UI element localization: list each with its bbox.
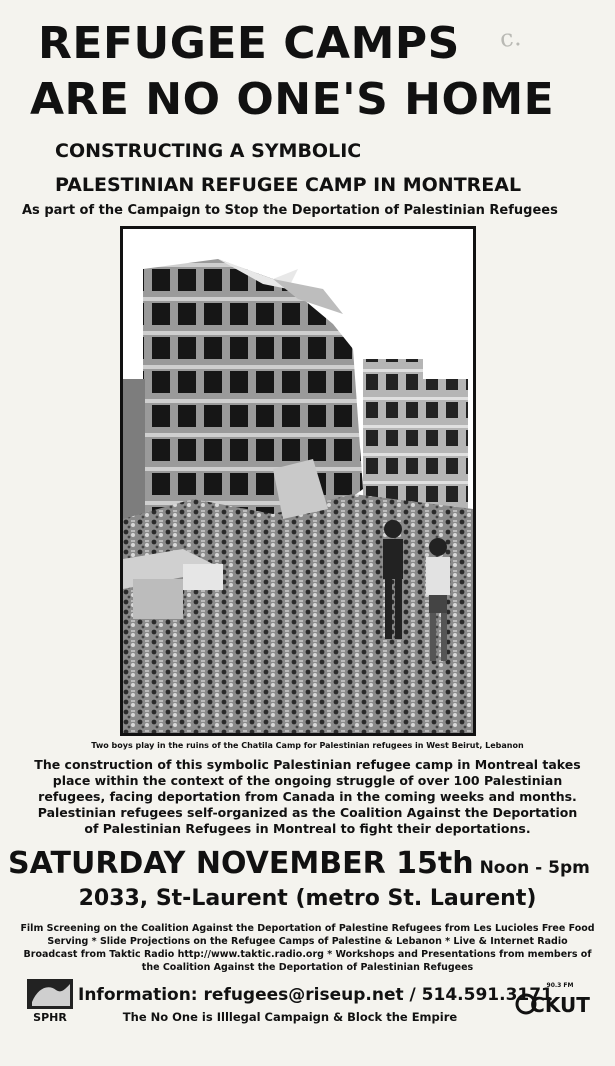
- ckut-logo-text: CKUT: [530, 993, 590, 1017]
- sphr-logo-text: SPHR: [33, 1011, 67, 1024]
- event-date: SATURDAY NOVEMBER 15th: [8, 846, 474, 881]
- sphr-logo: [26, 978, 74, 1024]
- ckut-freq-text: 90.3 FM: [546, 982, 574, 989]
- headline-line-2: ARE NO ONE'S HOME: [30, 74, 555, 125]
- subhead-line-3: As part of the Campaign to Stop the Deportation of Palestinian Refugees: [22, 203, 558, 218]
- event-time: Noon - 5pm: [479, 858, 590, 878]
- ruins-photo: [120, 226, 476, 736]
- subhead-line-1: CONSTRUCTING A SYMBOLIC: [55, 140, 362, 162]
- subhead-line-2: PALESTINIAN REFUGEE CAMP IN MONTREAL: [55, 174, 522, 196]
- photo-caption: Two boys play in the ruins of the Chatila Camp for Palestinian refugees in West Beirut, Lebanon: [91, 741, 524, 750]
- ckut-logo: [514, 978, 590, 1022]
- event-activities: Film Screening on the Coalition Against the Deportation of Palestine Refugees from Les Lucioles Free Food Serving * Slide Projections on the Refugee Camps of Palestine & Lebanon * Live & Internet Radio Broadcast from Taktic Radio http://www.taktic.radio.org * Workshops and Presentations from members of the Coalition Against the Deportation of Palestinian Refugees: [20, 923, 595, 973]
- contact-info: Information: refugees@riseup.net / 514.591.3171: [78, 985, 553, 1005]
- body-paragraph: The construction of this symbolic Palestinian refugee camp in Montreal takes place within the context of the ongoing struggle of over 100 Palestinian refugees, facing deportation from Canada in the coming weeks and months. Palestinian refugees self-organized as the Coalition Against the Deportation of Palestinian Refugees in Montreal to fight their deportations.: [34, 757, 581, 836]
- handwritten-mark: c.: [498, 22, 523, 54]
- event-date-line: [8, 846, 590, 881]
- event-address: 2033, St-Laurent (metro St. Laurent): [78, 886, 537, 911]
- headline-line-1: REFUGEE CAMPS: [38, 18, 460, 69]
- campaign-line: The No One is Illlegal Campaign & Block the Empire: [122, 1010, 458, 1024]
